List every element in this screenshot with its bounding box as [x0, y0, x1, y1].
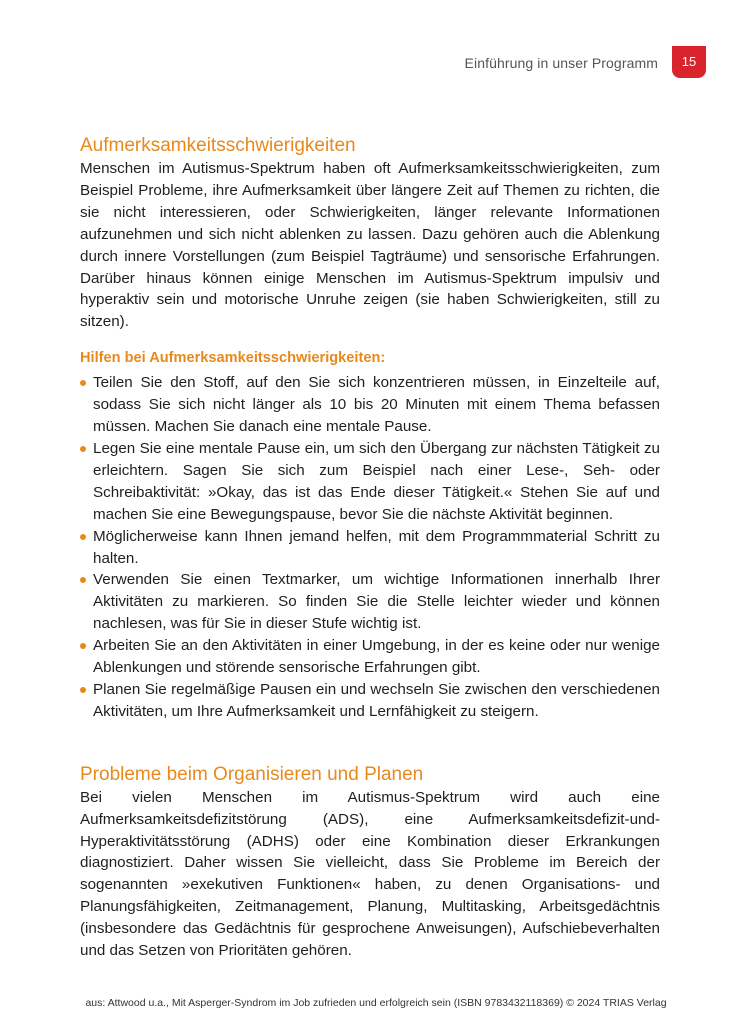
section-heading-organizing: Probleme beim Organisieren und Planen: [80, 763, 424, 785]
tips-list: [80, 372, 660, 723]
list-item-text: Legen Sie eine mentale Pause ein, um sich den Übergang zur nächsten Tätigkeit zu erleichtern. Sagen Sie sich zum Beispiel nach einer Lese-, Seh- oder Schreibaktivität: »Okay, das ist das Ende dieser Tätigkeit.« Stehen Sie auf und machen Sie eine Bewegungspause, bevor Sie die nächste Aktivität beginnen.: [93, 439, 660, 523]
list-item: [80, 679, 660, 723]
bullet-icon: [80, 534, 86, 540]
list-item-text: Teilen Sie den Stoff, auf den Sie sich konzentrieren müssen, in Einzelteile auf, sodass Sie sich nicht länger als 10 bis 20 Minuten mit einem Thema befassen müssen. Machen Sie danach eine mentale Pause.: [93, 374, 660, 436]
running-header-title: Einführung in unser Programm: [464, 55, 658, 71]
list-item: [80, 569, 660, 635]
bullet-icon: [80, 446, 86, 452]
list-item-text: Möglicherweise kann Ihnen jemand helfen, mit dem Programmmaterial Schritt zu halten.: [93, 527, 660, 567]
section-heading-attention: Aufmerksamkeitsschwierigkeiten: [80, 135, 356, 156]
page-number-badge: 15: [672, 46, 706, 78]
section-paragraph-attention: Menschen im Autismus-Spektrum haben oft Aufmerksamkeitsschwierigkeiten, zum Beispiel Probleme, ihre Aufmerksamkeit über längere Zeit auf Themen zu richten, die sie nicht interessieren, oder Schwierigkeiten, länger relevante Informationen aufzunehmen und sich nicht ablenken zu lassen. Dazu gehören auch die Ablenkung durch innere Vorstellungen (zum Beispiel Tagträume) und sensorische Erfahrungen. Darüber hinaus können einige Menschen im Autismus-Spektrum impulsiv und hyperaktiv sein und motorische Unruhe zeigen (sie haben Schwierigkeiten, still zu sitzen).: [80, 160, 660, 331]
list-item: [80, 526, 660, 570]
list-item-text: Planen Sie regelmäßige Pausen ein und wechseln Sie zwischen den verschiedenen Aktivitäten, um Ihre Aufmerksamkeit und Lernfähigkeit zu steigern.: [93, 680, 660, 720]
tips-subheading: Hilfen bei Aufmerksamkeitsschwierigkeiten:: [80, 350, 386, 367]
bullet-icon: [80, 380, 86, 386]
list-item: [80, 438, 660, 526]
section-attention-difficulties: [80, 134, 660, 723]
list-item: [80, 635, 660, 679]
section-organizing-planning: [80, 763, 660, 962]
footer-citation: aus: Attwood u.a., Mit Asperger-Syndrom im Job zufrieden und erfolgreich sein (ISBN 9783432118369) © 2024 TRIAS Verlag: [85, 997, 667, 1009]
bullet-icon: [80, 687, 86, 693]
list-item-text: Arbeiten Sie an den Aktivitäten in einer Umgebung, in der es keine oder nur wenige Ablenkungen und störende sensorische Erfahrungen gibt.: [93, 637, 660, 677]
section-paragraph-organizing: Bei vielen Menschen im Autismus-Spektrum wird auch eine Aufmerksamkeitsdefizitstörung (ADS), eine Aufmerksamkeitsdefizit-und-Hyperaktivitätsstörung (ADHS) oder eine Kombination dieser Erkrankungen diagnostiziert. Daher wissen Sie vielleicht, dass Sie Probleme im Bereich der sogenannten »exekutiven Funktionen« haben, zu denen Organisations- und Planungsfähigkeiten, Zeitmanagement, Planung, Multitasking, Arbeitsgedächtnis (insbesondere das Gedächtnis für gesprochene Anweisungen), Aufschiebeverhalten und das Setzen von Prioritäten gehören.: [80, 788, 660, 960]
bullet-icon: [80, 643, 86, 649]
page-content: [80, 134, 660, 962]
list-item: [80, 372, 660, 438]
list-item-text: Verwenden Sie einen Textmarker, um wichtige Informationen innerhalb Ihrer Aktivitäten zu markieren. So finden Sie die Stelle leichter wieder und können nachlesen, was für Sie in dieser Stufe wichtig ist.: [93, 571, 660, 633]
bullet-icon: [80, 577, 86, 583]
